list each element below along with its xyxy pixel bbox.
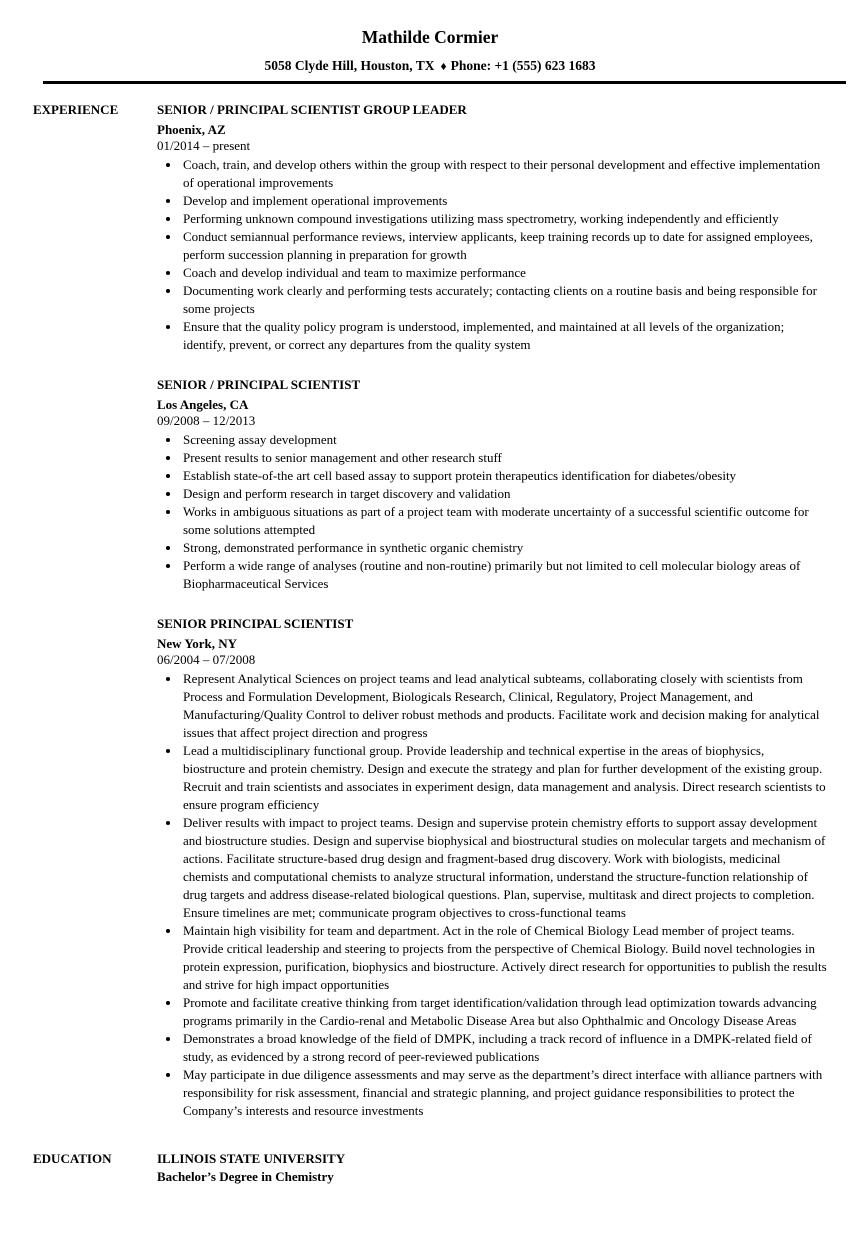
bullet-item: • Performing unknown compound investigations utilizing mass spectrometry, working independently and efficiently	[181, 210, 827, 228]
bullet-item: • Screening assay development	[181, 431, 827, 449]
bullet-item: • Conduct semiannual performance reviews, interview applicants, keep training records up to date for assigned employees, perform succession planning in preparation for growth	[181, 228, 827, 264]
bullet-item: • Coach and develop individual and team to maximize performance	[181, 264, 827, 282]
job-entry	[157, 615, 827, 1120]
bullet-item: • Deliver results with impact to project teams. Design and supervise protein chemistry efforts to support assay development and biostructure studies. Design and supervise biophysical and biostructural studies on molecular targets and mechanism of actions. Facilitate structure-based drug design and fragment-based drug discovery. Work with biologists, medicinal chemists and computational chemists to analyze structural information, understand the structure-function relationship of drug targets and address disease-related biological questions. Plan, supervise, multitask and direct projects to completion. Ensure timelines are met; communicate program objectives to cross-functional teams	[181, 814, 827, 922]
bullet-item: • Promote and facilitate creative thinking from target identification/validation through lead optimization towards advancing programs primarily in the Cardio-renal and Metabolic Disease Area but also Ophthalmic and Oncology Disease Areas	[181, 994, 827, 1030]
bullet-item: • Maintain high visibility for team and department. Act in the role of Chemical Biology Lead member of project teams. Provide critical leadership and steering to projects from the perspective of Chemical Biology. Build novel technologies in protein expression, purification, biophysics and biostructure. Actively direct research for opportunities to publish the results and strive for high impact opportunities	[181, 922, 827, 994]
section-label-experience: EXPERIENCE	[33, 101, 119, 117]
job-location: Phoenix, AZ	[157, 121, 226, 137]
degree: Bachelor’s Degree in Chemistry	[157, 1168, 334, 1184]
bullet-item: • Demonstrates a broad knowledge of the field of DMPK, including a track record of influence in a DMPK-related field of study, as evidenced by a strong record of peer-reviewed publications	[181, 1030, 827, 1066]
education-content	[157, 1150, 827, 1186]
job-entry	[157, 101, 827, 354]
school-name: ILLINOIS STATE UNIVERSITY	[157, 1150, 346, 1166]
bullet-item: • May participate in due diligence assessments and may serve as the department’s direct interface with alliance partners with responsibility for risk assessment, financial and strategic planning, and project guidance responsibilities to protect the Company’s interests and resource investments	[181, 1066, 827, 1120]
job-title: SENIOR / PRINCIPAL SCIENTIST GROUP LEADER	[157, 101, 467, 117]
bullet-item: • Develop and implement operational improvements	[181, 192, 827, 210]
job-location: New York, NY	[157, 635, 238, 651]
job-title: SENIOR / PRINCIPAL SCIENTIST	[157, 376, 361, 392]
job-dates: 06/2004 – 07/2008	[157, 651, 256, 667]
bullet-item: • Strong, demonstrated performance in synthetic organic chemistry	[181, 539, 827, 557]
bullet-item: • Lead a multidisciplinary functional group. Provide leadership and technical expertise in the areas of biophysics, biostructure and protein chemistry. Design and execute the strategy and plan for further development of the existing group. Recruit and train scientists and associates in experiment design, data management and analysis. Direct research scientists to ensure program efficiency	[181, 742, 827, 814]
resume-header	[33, 26, 827, 84]
job-location: Los Angeles, CA	[157, 396, 249, 412]
contact-address: 5058 Clyde Hill, Houston, TX	[264, 58, 435, 73]
section-label-education: EDUCATION	[33, 1150, 112, 1166]
header-divider	[43, 81, 846, 84]
diamond-icon: ♦	[440, 59, 447, 73]
bullet-item: • Perform a wide range of analyses (routine and non-routine) primarily but not limited to cell molecular biology areas of Biopharmaceutical Services	[181, 557, 827, 593]
experience-section	[33, 101, 827, 1120]
bullet-item: • Establish state-of-the art cell based assay to support protein therapeutics identification for diabetes/obesity	[181, 467, 827, 485]
job-dates: 01/2014 – present	[157, 137, 251, 153]
job-dates: 09/2008 – 12/2013	[157, 412, 256, 428]
contact-phone: Phone: +1 (555) 623 1683	[450, 58, 596, 73]
experience-jobs	[157, 101, 827, 1120]
contact-line	[33, 58, 827, 74]
person-name: Mathilde Cormier	[361, 27, 499, 47]
bullet-item: • Coach, train, and develop others within the group with respect to their personal development and effective implementation of operational improvements	[181, 156, 827, 192]
job-entry	[157, 376, 827, 593]
bullet-item: • Present results to senior management and other research stuff	[181, 449, 827, 467]
job-bullets	[157, 670, 827, 1120]
job-bullets	[157, 431, 827, 593]
bullet-item: • Ensure that the quality policy program is understood, implemented, and maintained at all levels of the organization; identify, prevent, or correct any departures from the quality system	[181, 318, 827, 354]
bullet-item: • Design and perform research in target discovery and validation	[181, 485, 827, 503]
education-section	[33, 1150, 827, 1186]
bullet-item: • Represent Analytical Sciences on project teams and lead analytical subteams, collaborating closely with scientists from Process and Formulation Development, Biologicals Research, Clinical, Regulatory, Project Management, and Manufacturing/Quality Control to deliver robust methods and products. Facilitate work and decision making for analytical issues that affect project direction and progress	[181, 670, 827, 742]
job-bullets	[157, 156, 827, 354]
job-title: SENIOR PRINCIPAL SCIENTIST	[157, 615, 354, 631]
bullet-item: • Works in ambiguous situations as part of a project team with moderate uncertainty of a successful scientific outcome for some solutions attempted	[181, 503, 827, 539]
bullet-item: • Documenting work clearly and performing tests accurately; contacting clients on a routine basis and being responsible for some projects	[181, 282, 827, 318]
